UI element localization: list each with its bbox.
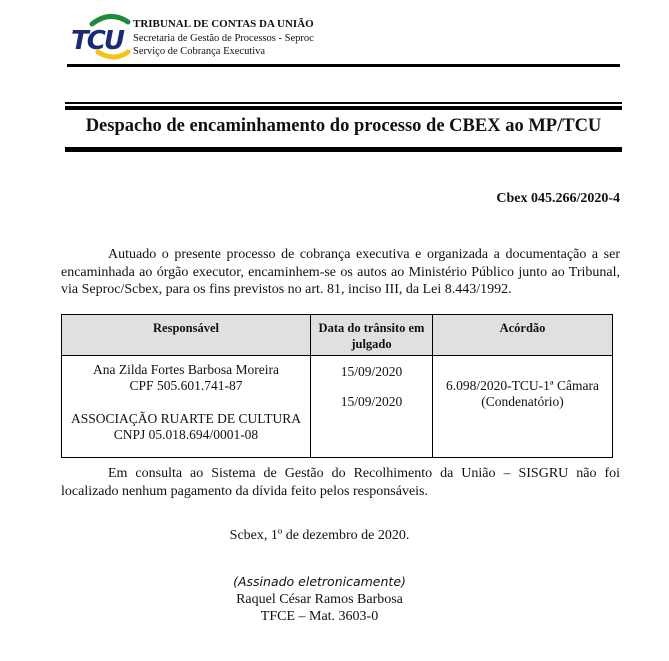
responsavel-2-date: 15/09/2020: [340, 394, 403, 409]
header-acordao: Acórdão: [433, 315, 613, 356]
tcu-logo: [70, 12, 132, 62]
responsaveis-table: [61, 314, 613, 458]
title-rule-bottom: [65, 147, 622, 152]
cell-acordao: [433, 356, 613, 458]
organization-name: TRIBUNAL DE CONTAS DA UNIÃO: [133, 18, 314, 30]
title-rule-thin: [65, 102, 622, 104]
table-row: [62, 356, 613, 458]
svg-text:TCU: TCU: [71, 26, 123, 56]
signer-role: TFCE – Mat. 3603-0: [260, 609, 379, 624]
paragraph-2-text: Em consulta ao Sistema de Gestão do Recolhimento da União – SISGRU não foi localizado nenhum pagamento da dívida feito pelos responsáveis.: [61, 466, 620, 499]
document-title: Despacho de encaminhamento do processo de CBEX ao MP/TCU: [85, 116, 602, 136]
acordao-number: 6.098/2020-TCU-1ª Câmara: [446, 378, 599, 393]
secretariat-name: Secretaria de Gestão de Processos - Seproc: [133, 32, 314, 44]
signature-block: [0, 573, 654, 626]
header-responsavel: Responsável: [62, 315, 311, 356]
title-rule-top: [65, 106, 622, 110]
responsavel-1-date: 15/09/2020: [340, 364, 403, 379]
acordao-type: (Condenatório): [481, 394, 564, 409]
paragraph-autuado: [61, 246, 620, 299]
paragraph-sisgru: [61, 465, 620, 500]
service-name: Serviço de Cobrança Executiva: [133, 46, 266, 57]
paragraph-1-text: Autuado o presente processo de cobrança executiva e organizada a documentação a ser encaminhada ao órgão executor, encaminhem-se os autos ao Ministério Público junto ao Tribunal, via Seproc/Scbex, para os fins previstos no art. 81, inciso III, da Lei 8.443/1992.: [61, 247, 620, 297]
cell-datas: [311, 356, 433, 458]
process-number: Cbex 045.266/2020-4: [496, 191, 620, 206]
responsavel-1-name: Ana Zilda Fortes Barbosa Moreira: [93, 362, 279, 377]
signature-note: (Assinado eletronicamente): [233, 574, 406, 589]
header-text: [133, 18, 314, 59]
place-date: Scbex, 1º de dezembro de 2020.: [229, 528, 410, 543]
table-header-row: [62, 315, 613, 356]
signer-name: Raquel César Ramos Barbosa: [236, 591, 403, 607]
responsavel-2-name: ASSOCIAÇÃO RUARTE DE CULTURA: [70, 411, 302, 426]
cell-responsaveis: [62, 356, 311, 458]
responsavel-1-doc: CPF 505.601.741-87: [129, 378, 243, 393]
header-data-transito: Data do trânsito em julgado: [311, 315, 433, 356]
responsavel-2-doc: CNPJ 05.018.694/0001-08: [113, 427, 259, 442]
header-divider: [67, 64, 620, 67]
